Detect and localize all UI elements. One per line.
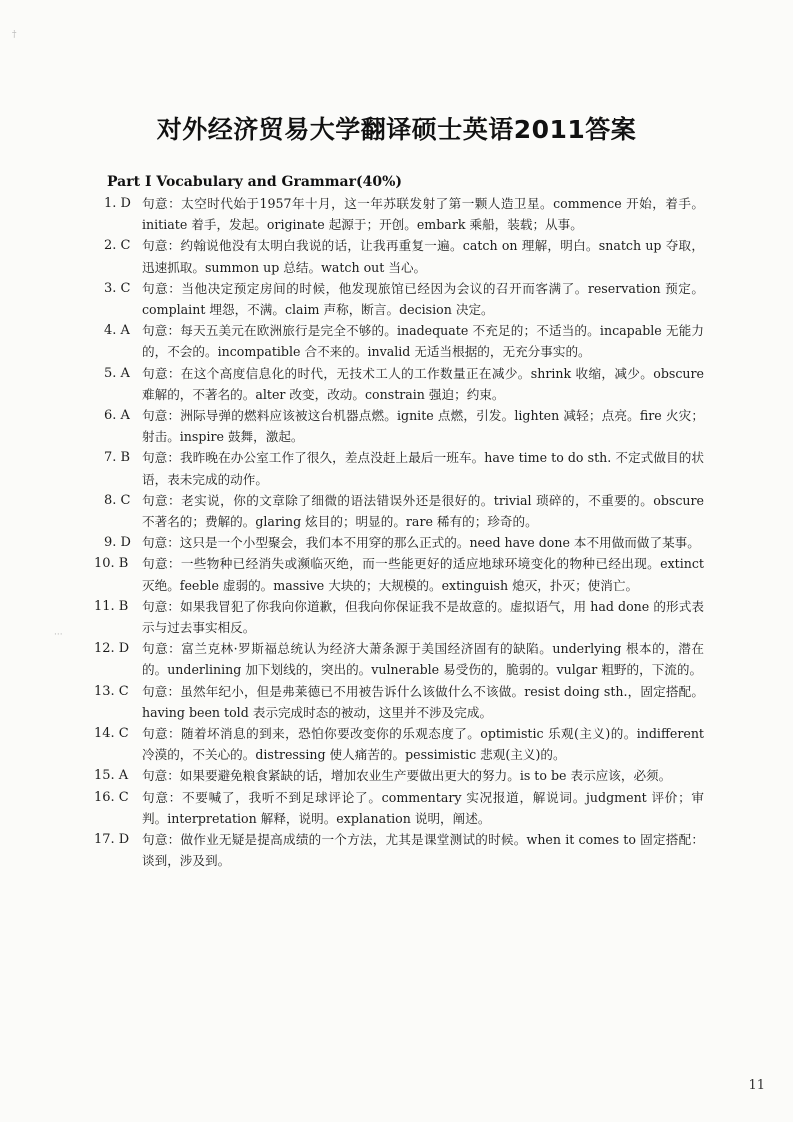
answer-number: 3. C xyxy=(104,280,131,296)
answer-explanation: 句意：老实说，你的文章除了细微的语法错误外还是很好的。trivial 琐碎的，不重要的。obscure 不著名的；费解的。glaring 炫目的；明显的。rare 稀有的；珍奇的。 xyxy=(142,492,704,530)
answer-number: 4. A xyxy=(104,323,130,339)
answer-explanation: 句意：我昨晚在办公室工作了很久，差点没赶上最后一班车。have time to do sth. 不定式做目的状语，表未完成的动作。 xyxy=(142,450,704,487)
answer-item xyxy=(94,723,704,765)
answer-explanation: 句意：洲际导弹的燃料应该被这台机器点燃。ignite 点燃，引发。lighten 减轻；点亮。fire 火灾；射击。inspire 鼓舞，激起。 xyxy=(142,408,704,445)
answer-item xyxy=(94,681,704,723)
answer-item xyxy=(104,320,704,362)
answer-item xyxy=(94,829,704,871)
answer-number: 9. D xyxy=(104,535,131,551)
answer-item xyxy=(104,490,704,532)
answer-number: 2. C xyxy=(104,238,131,254)
answer-number: 16. C xyxy=(94,789,129,805)
answer-explanation: 句意：在这个高度信息化的时代，无技术工人的工作数量正在减少。shrink 收缩，减少。obscure 难解的，不著名的。alter 改变，改动。constrain 强迫；约束。 xyxy=(142,365,704,402)
answer-explanation: 句意：随着坏消息的到来，恐怕你要改变你的乐观态度了。optimistic 乐观(主义)的。indifferent 冷漠的，不关心的。distressing 使人痛苦的。pessimistic 悲观(主义)的。 xyxy=(142,726,704,763)
answer-item xyxy=(104,278,704,320)
answer-item xyxy=(104,363,704,405)
answer-item xyxy=(104,447,704,489)
answer-number: 13. C xyxy=(94,683,129,699)
answer-explanation: 句意：如果我冒犯了你我向你道歉，但我向你保证我不是故意的。虚拟语气，用 had done 的形式表示与过去事实相反。 xyxy=(142,598,704,636)
answer-explanation: 句意：虽然年纪小，但是弗莱德已不用被告诉什么该做什么不该做。resist doing sth.，固定搭配。having been told 表示完成时态的被动，这里并不涉及完成。 xyxy=(142,683,704,720)
page-number: 11 xyxy=(748,1078,765,1093)
scan-speck: † xyxy=(12,30,17,40)
answer-number: 5. A xyxy=(104,365,130,381)
answer-item xyxy=(94,553,704,595)
answer-item xyxy=(94,765,704,786)
answer-number: 14. C xyxy=(94,726,129,742)
answer-item xyxy=(94,596,704,638)
answer-number: 17. D xyxy=(94,832,130,848)
answer-number: 1. D xyxy=(104,196,131,211)
answer-explanation: 句意：一些物种已经消失或濒临灭绝，而一些能更好的适应地球环境变化的物种已经出现。extinct 灭绝。feeble 虚弱的。massive 大块的；大规模的。extinguish 熄灭，扑灭；使消亡。 xyxy=(142,556,704,593)
answer-explanation: 句意：不要喊了，我听不到足球评论了。commentary 实况报道，解说词。judgment 评价；审判。interpretation 解释，说明。explanation 说明，阐述。 xyxy=(142,789,704,826)
answer-explanation: 句意：富兰克林·罗斯福总统认为经济大萧条源于美国经济固有的缺陷。underlying 根本的，潜在的。underlining 加下划线的，突出的。vulnerable 易受伤的，脆弱的。vulgar 粗野的，下流的。 xyxy=(142,641,704,678)
answer-explanation: 句意：这只是一个小型聚会，我们本不用穿的那么正式的。need have done 本不用做而做了某事。 xyxy=(142,535,700,551)
answer-explanation: 句意：如果要避免粮食紧缺的话，增加农业生产要做出更大的努力。is to be 表示应该，必须。 xyxy=(142,768,672,784)
page-title: 对外经济贸易大学翻译硕士英语2011答案 xyxy=(156,115,637,144)
answer-number: 11. B xyxy=(94,598,129,614)
scan-speck: ··· xyxy=(54,630,63,640)
answer-number: 10. B xyxy=(94,556,129,572)
answer-explanation: 句意：太空时代始于1957年十月，这一年苏联发射了第一颗人造卫星。commence 开始，着手。initiate 着手，发起。originate 起源于；开创。embark 乘船，装载；从事。 xyxy=(142,196,704,233)
answer-explanation: 句意：每天五美元在欧洲旅行是完全不够的。inadequate 不充足的；不适当的。incapable 无能力的，不会的。incompatible 合不来的。invalid 无适当根据的，无充分事实的。 xyxy=(142,323,704,360)
answer-number: 6. A xyxy=(104,408,130,424)
answer-item xyxy=(104,532,704,553)
answer-explanation: 句意：做作业无疑是提高成绩的一个方法，尤其是课堂测试的时候。when it comes to 固定搭配：谈到，涉及到。 xyxy=(142,832,704,869)
answer-explanation: 句意：当他决定预定房间的时候，他发现旅馆已经因为会议的召开而客满了。reservation 预定。complaint 埋怨，不满。claim 声称，断言。decision 决定。 xyxy=(142,280,704,318)
answer-number: 15. A xyxy=(94,768,129,784)
answer-explanation: 句意：约翰说他没有太明白我说的话，让我再重复一遍。catch on 理解，明白。snatch up 夺取，迅速抓取。summon up 总结。watch out 当心。 xyxy=(142,238,704,275)
answer-item xyxy=(104,405,704,447)
answer-number: 8. C xyxy=(104,492,131,508)
answer-number: 7. B xyxy=(104,450,131,466)
answer-item xyxy=(94,638,704,680)
answer-list xyxy=(94,193,704,872)
answer-item xyxy=(94,787,704,829)
section-heading: Part I Vocabulary and Grammar(40%) xyxy=(107,174,403,190)
answer-number: 12. D xyxy=(94,641,130,657)
answer-item xyxy=(104,235,704,277)
answer-item xyxy=(104,193,704,235)
